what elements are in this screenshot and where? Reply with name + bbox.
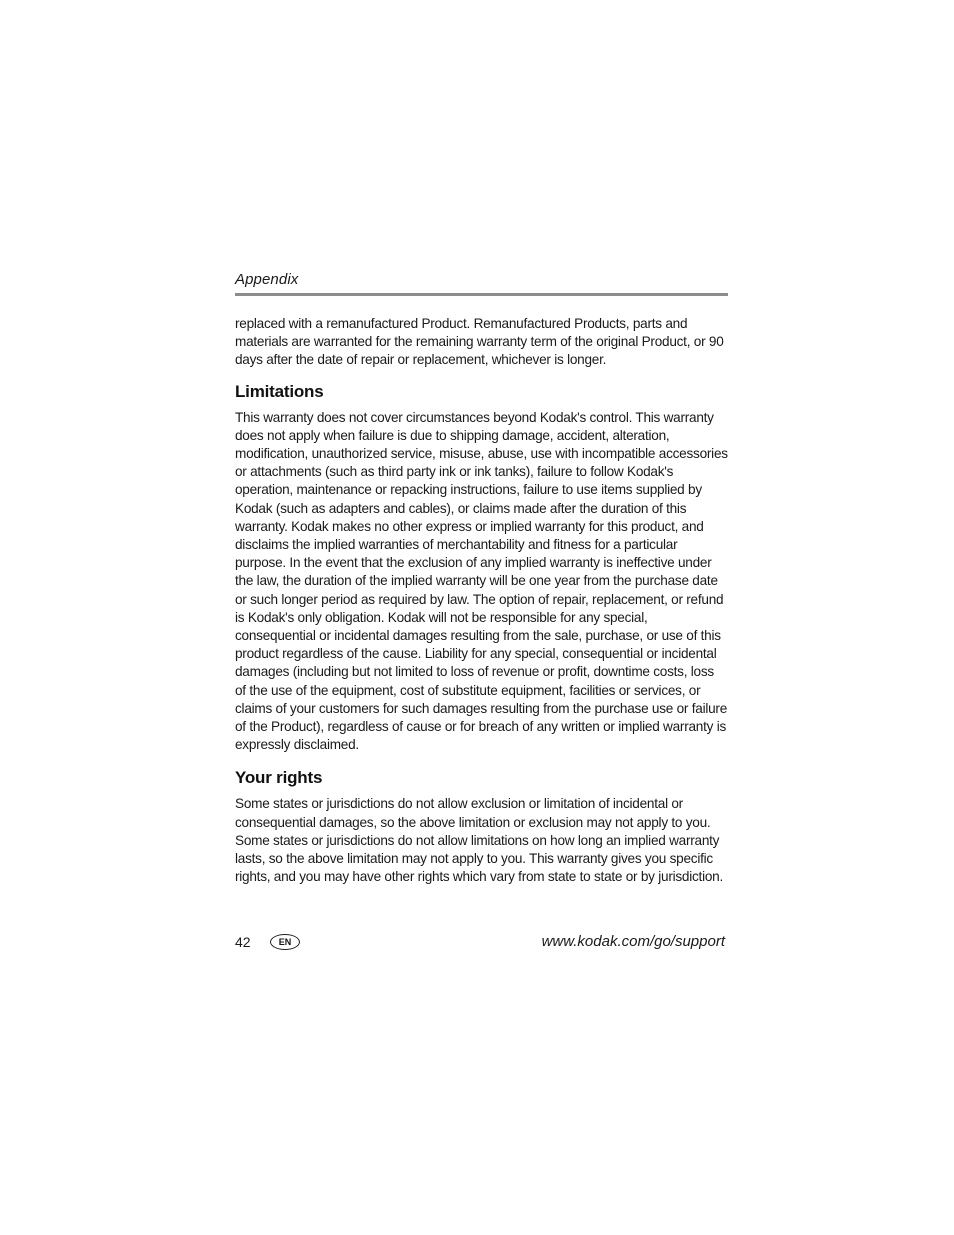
page-number: 42 (235, 934, 251, 950)
page-body (235, 270, 728, 886)
your-rights-paragraph: Some states or jurisdictions do not allow exclusion or limitation of incidental or consequential damages, so the above limitation or exclusion may not apply to you. Some states or jurisdictions do not allow limitations on how long an implied warranty lasts, so the above limitation may not apply to you. This warranty gives you specific rights, and you may have other rights which vary from state to state or by jurisdiction. (235, 796, 723, 885)
page-footer (235, 932, 728, 954)
running-header-section: Appendix (235, 271, 299, 288)
limitations-heading: Limitations (235, 381, 324, 401)
language-badge: EN (270, 934, 300, 950)
intro-paragraph: replaced with a remanufactured Product. Remanufactured Products, parts and materials are warranted for the remaining warranty term of the original Product, or 90 days after the date of repair or replacement, whichever is longer. (235, 316, 724, 368)
your-rights-heading: Your rights (235, 768, 323, 788)
limitations-paragraph: This warranty does not cover circumstances beyond Kodak's control. This warranty does not apply when failure is due to shipping damage, accident, alteration, modification, unauthorized service, misuse, abuse, use with incompatible accessories or attachments (such as third party ink or ink tanks), failure to follow Kodak's operation, maintenance or repacking instructions, failure to use items supplied by Kodak (such as adapters and cables), or claims made after the duration of this warranty. Kodak makes no other express or implied warranty for this product, and disclaims the implied warranties of merchantability and fitness for a particular purpose. In the event that the exclusion of any implied warranty is ineffective under the law, the duration of the implied warranty will be one year from the purchase date or such longer period as required by law. The option of repair, replacement, or refund is Kodak's only obligation. Kodak will not be responsible for any special, consequential or incidental damages resulting from the sale, purchase, or use of this product regardless of the cause. Liability for any special, consequential or incidental damages (including but not limited to loss of revenue or profit, downtime costs, loss of the use of the equipment, cost of substitute equipment, facilities or services, or claims of your customers for such damages resulting from the purchase use or failure of the Product), regardless of cause or for breach of any written or implied warranty is expressly disclaimed. (235, 409, 728, 753)
support-url-link[interactable]: www.kodak.com/go/support (541, 933, 725, 950)
header-rule (235, 293, 728, 296)
